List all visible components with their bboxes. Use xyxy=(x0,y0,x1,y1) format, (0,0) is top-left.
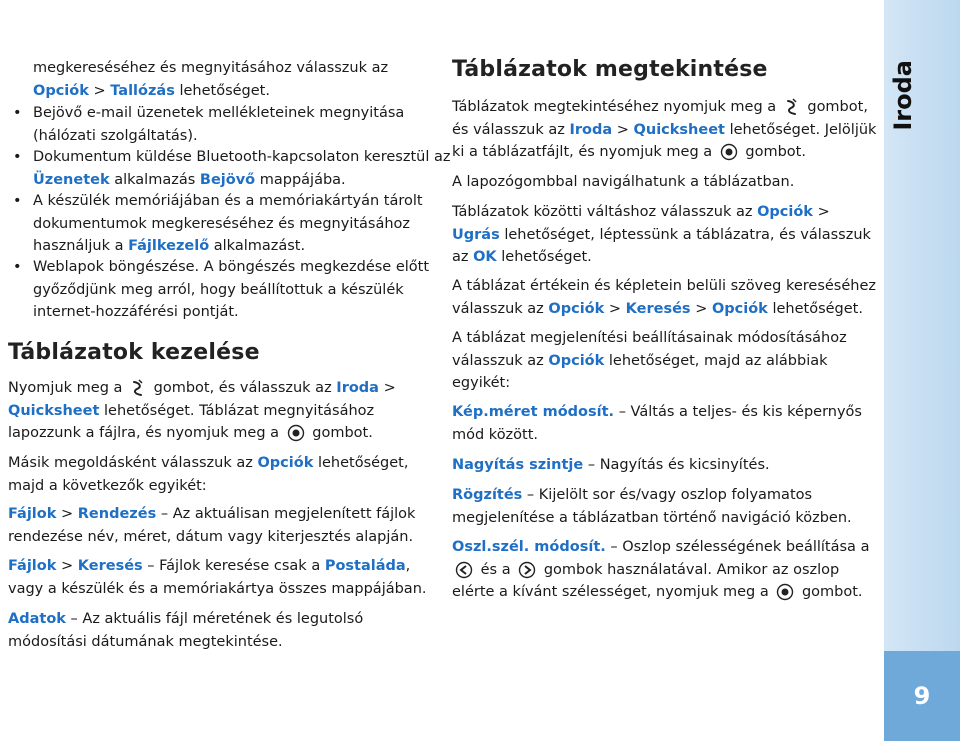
paragraph-display-settings xyxy=(452,327,877,395)
text: lehetőséget. xyxy=(501,249,592,265)
separator: > xyxy=(817,204,830,220)
paragraph-find-text xyxy=(452,275,877,320)
text: lehetőséget. xyxy=(179,82,270,99)
text: alkalmazás xyxy=(114,171,196,188)
menu-ref-postalada: Postaláda xyxy=(324,558,406,574)
paragraph-search xyxy=(8,555,433,600)
menu-ref-bejovo: Bejövő xyxy=(199,171,256,188)
dash: – xyxy=(160,506,169,522)
text: a xyxy=(860,539,870,555)
text: , vagy a készülék és a memóriakártya összes mappájában. xyxy=(8,558,427,597)
text: A készülék memóriájában és a memóriakártyán tárolt dokumentumok megkereséséhez és megnyitásához használjuk a xyxy=(33,193,423,254)
paragraph-sort xyxy=(8,503,433,548)
dash: – xyxy=(526,487,535,503)
text: Bejövő e-mail üzenetek mellékleteinek megnyitása (hálózati szolgáltatás). xyxy=(33,105,405,144)
text: Kijelölt sor és/vagy oszlop folyamatos megjelenítése a táblázatban történő navigáció közben. xyxy=(452,487,852,526)
paragraph-details xyxy=(8,608,433,653)
text: Táblázatok közötti váltáshoz válasszuk az xyxy=(452,204,753,220)
menu-ref-quicksheet: Quicksheet xyxy=(633,121,725,138)
menu-ref-opciok: Opciók xyxy=(757,204,813,220)
page-number: 9 xyxy=(884,651,960,741)
menu-ref-rogzites: Rögzítés xyxy=(452,487,523,503)
paragraph-view-sheet xyxy=(452,96,877,164)
bullet-icon: • xyxy=(13,259,22,275)
menu-ref-opciok: Opciók xyxy=(711,300,768,317)
scroll-left-icon xyxy=(455,561,473,579)
menu-ref-fajlok: Fájlok xyxy=(8,506,57,522)
menu-ref-fajlok: Fájlok xyxy=(8,558,57,574)
paragraph-options xyxy=(8,452,433,497)
text: Weblapok böngészése. xyxy=(33,259,200,275)
text: Táblázatok megtekintéséhez nyomjuk meg a xyxy=(452,99,777,115)
menu-ref-oszlszel: Oszl.szél. módosít. xyxy=(452,539,606,555)
option-screen-size xyxy=(452,401,877,446)
section-heading-kezelese: Táblázatok kezelése xyxy=(8,340,260,365)
separator: > xyxy=(61,506,74,522)
menu-ref-kereses: Keresés xyxy=(77,558,143,574)
text: Váltás a teljes- és kis képernyős mód között. xyxy=(452,404,862,443)
text: lehetőséget. Táblázat megnyitásához lapozzunk a fájlra, és nyomjuk meg a xyxy=(8,402,375,441)
text: lehetőséget. Jelöljük ki a táblázatfájlt, és nyomjuk meg a xyxy=(452,121,877,160)
text: lehetőséget, majd a következők egyikét: xyxy=(8,455,409,494)
menu-ref-quicksheet: Quicksheet xyxy=(8,402,100,419)
menu-ref-kepmeret: Kép.méret módosít. xyxy=(452,404,615,420)
text: gombot. xyxy=(312,425,373,441)
select-key-icon xyxy=(720,143,738,161)
section-heading-megtekintese: Táblázatok megtekintése xyxy=(452,57,768,82)
text: lehetőséget. xyxy=(772,300,863,317)
menu-ref-fajlkezelo: Fájlkezelő xyxy=(128,238,210,254)
text: megkereséséhez és megnyitásához válasszuk az xyxy=(33,60,389,76)
menu-ref-tallozas: Tallózás xyxy=(110,82,175,99)
menu-ref-kereses: Keresés xyxy=(625,300,691,317)
scroll-right-icon xyxy=(518,561,536,579)
menu-ref-iroda: Iroda xyxy=(569,121,613,138)
text: Nagyítás és kicsinyítés. xyxy=(599,457,770,473)
bullet-icon: • xyxy=(13,193,22,209)
separator: > xyxy=(616,121,629,138)
bullet-bluetooth xyxy=(8,146,458,191)
paragraph-open-sheet xyxy=(8,377,433,445)
bullet-icon: • xyxy=(13,105,22,121)
select-key-icon xyxy=(776,583,794,601)
menu-ref-uzenetek: Üzenetek xyxy=(33,171,110,188)
text: gombot, és válasszuk az xyxy=(153,380,332,396)
option-column-width xyxy=(452,536,877,604)
menu-ref-iroda: Iroda xyxy=(336,380,379,396)
menu-ref-opciok: Opciók xyxy=(548,300,605,317)
option-freeze xyxy=(452,484,877,529)
separator: > xyxy=(383,380,396,396)
text: Az aktuálisan megjelenített fájlok rendezése név, méret, dátum vagy kiterjesztés alapján. xyxy=(8,506,416,545)
bullet-email-attachments xyxy=(8,102,458,147)
text: lehetőséget, majd az alábbiak egyikét: xyxy=(452,352,828,391)
menu-ref-opciok: Opciók xyxy=(548,352,605,369)
bullet-file-manager xyxy=(8,190,458,258)
menu-key-icon xyxy=(130,379,146,397)
dash: – xyxy=(147,558,155,574)
bullet-icon: • xyxy=(13,149,22,165)
separator: > xyxy=(695,300,708,317)
menu-ref-opciok: Opciók xyxy=(257,455,314,471)
menu-ref-adatok: Adatok xyxy=(8,611,66,627)
menu-ref-ok: OK xyxy=(473,249,497,265)
separator: > xyxy=(93,82,106,99)
menu-ref-ugras: Ugrás xyxy=(452,226,500,243)
text: Oszlop szélességének beállítása xyxy=(622,539,856,555)
paragraph-switch-sheets xyxy=(452,201,877,269)
chapter-sidebar xyxy=(884,0,960,741)
text: Nyomjuk meg a xyxy=(8,380,123,396)
option-zoom xyxy=(452,454,877,477)
menu-ref-nagyitas: Nagyítás szintje xyxy=(452,457,584,473)
text: A táblázat megjelenítési beállításainak módosításához válasszuk az xyxy=(452,330,847,369)
select-key-icon xyxy=(287,424,305,442)
text: A böngészés megkezdése előtt győződjünk meg arról, hogy beállítottuk a készülék internet-hozzáférési pontját. xyxy=(33,259,430,320)
text: mappájába. xyxy=(259,171,346,188)
text: alkalmazást. xyxy=(213,238,306,254)
paragraph-navigate: A lapozógombbal navigálhatunk a táblázatban. xyxy=(452,174,795,190)
text: Dokumentum küldése Bluetooth-kapcsolaton keresztül az xyxy=(33,149,451,165)
text: gombok használatával. Amikor az oszlop elérte a kívánt szélességet, nyomjuk meg a xyxy=(452,561,840,600)
text: gombot. xyxy=(745,144,806,160)
bullet-web xyxy=(8,256,458,324)
dash: – xyxy=(70,611,78,627)
paragraph-browse-intro xyxy=(33,57,433,102)
dash: – xyxy=(610,539,618,555)
menu-ref-rendezes: Rendezés xyxy=(77,506,157,522)
text: Másik megoldásként válasszuk az xyxy=(8,455,253,471)
text: Az aktuális fájl méretének és legutolsó módosítási dátumának megtekintése. xyxy=(8,611,364,650)
text: lehetőséget, léptessünk a táblázatra, és válasszuk az xyxy=(452,226,871,265)
text: gombot. xyxy=(801,584,863,600)
menu-ref-opciok: Opciók xyxy=(33,82,89,99)
text: A táblázat értékein és képletein belüli szöveg kereséséhez válasszuk az xyxy=(452,278,876,317)
menu-key-icon xyxy=(784,98,800,116)
chapter-title: Iroda xyxy=(889,60,917,131)
text: Fájlok keresése csak a xyxy=(159,558,321,574)
separator: > xyxy=(61,558,74,574)
separator: > xyxy=(608,300,622,317)
dash: – xyxy=(618,404,626,420)
text: és a xyxy=(480,561,511,578)
dash: – xyxy=(587,457,596,473)
text: gombot, és válasszuk az xyxy=(452,99,868,138)
